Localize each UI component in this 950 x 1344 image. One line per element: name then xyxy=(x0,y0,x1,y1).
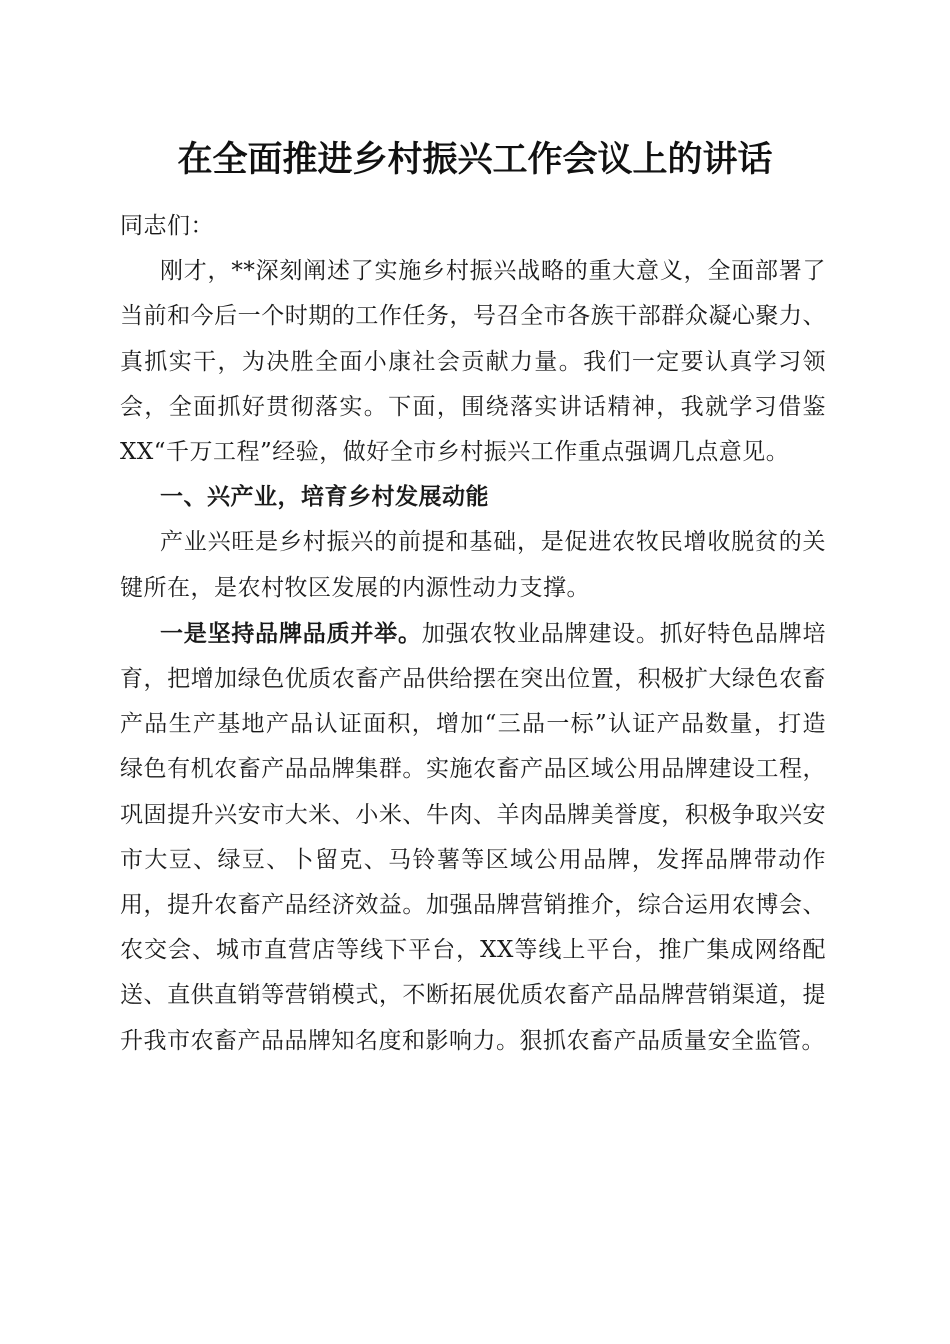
point-one-lead: 一是坚持品牌品质并举。 xyxy=(160,619,422,647)
section-one-paragraph: 产业兴旺是乡村振兴的前提和基础，是促进农牧民增收脱贫的关键所在，是农村牧区发展的内源性动力支撑。 xyxy=(120,529,826,601)
document-body xyxy=(120,204,826,1064)
section-one-heading: 一、兴产业，培育乡村发展动能 xyxy=(160,484,489,511)
document-title: 在全面推进乡村振兴工作会议上的讲话 xyxy=(177,139,773,180)
intro-paragraph: 刚才，**深刻阐述了实施乡村振兴战略的重大意义，全面部署了当前和今后一个时期的工作任务，号召全市各族干部群众凝心聚力、真抓实干，为决胜全面小康社会贡献力量。我们一定要认真学习领会，全面抓好贯彻落实。下面，围绕落实讲话精神，我就学习借鉴XX“千万工程”经验，做好全市乡村振兴工作重点强调几点意见。 xyxy=(120,258,826,466)
point-one-text: 加强农牧业品牌建设。抓好特色品牌培育，把增加绿色优质农畜产品供给摆在突出位置，积极扩大绿色农畜产品生产基地产品认证面积，增加“三品一标”认证产品数量，打造绿色有机农畜产品品牌集群。实施农畜产品区域公用品牌建设工程，巩固提升兴安市大米、小米、牛肉、羊肉品牌美誉度，积极争取兴安市大豆、绿豆、卜留克、马铃薯等区域公用品牌，发挥品牌带动作用，提升农畜产品经济效益。加强品牌营销推介，综合运用农博会、农交会、城市直营店等线下平台，XX等线上平台，推广集成网络配送、直供直销等营销模式，不断拓展优质农畜产品品牌营销渠道，提升我市农畜产品品牌知名度和影响力。狠抓农畜产品质量安全监管。 xyxy=(120,620,827,1054)
salutation: 同志们： xyxy=(120,213,214,239)
point-one-paragraph xyxy=(120,611,826,1064)
